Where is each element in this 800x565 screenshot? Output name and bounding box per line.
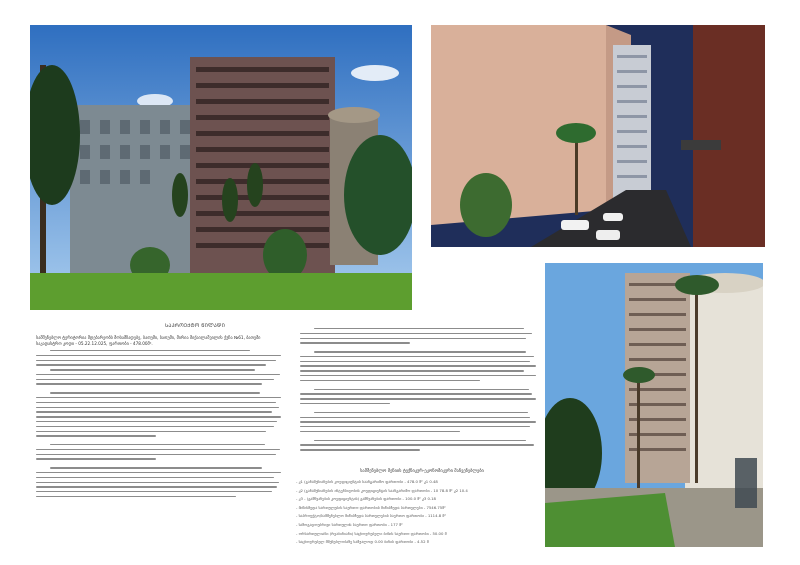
metric-item: - მიწისზედა სართულების საერთო ფართობის მიწისზედა სართულები - 7546.75მ² xyxy=(296,504,446,510)
description-column-left xyxy=(36,350,281,501)
section-title: ᲡᲐᲞᲠᲝᲔᲥᲢᲝ ᲬᲘᲚᲐᲓᲘ xyxy=(165,323,225,329)
caption-head: სამშენებლო ტერიტორია მდებარეობს მოსამზადებე, ბათუმი, ბათუმი, მირია მიქაილაშვილის ქუჩა №61, ბათუმი საკადასტრო კოდი - 05.22.12.025, ფართობი - 478.00მ². xyxy=(36,335,261,346)
metric-item: - საცხოვრებელ მშენებლობაზე საშუალოდ 0.00 ბინის ფართობი - 4.52 მ xyxy=(296,539,429,545)
metric-item: - საზოგადოებრივი სართულის საერთო ფართობი - 177 მ² xyxy=(296,521,403,527)
metric-item: - კ1 (განაშენიანების კოეფიციენტის საანგარიშო ფართობი - 478.0 მ² კ1 0.48 xyxy=(296,479,438,484)
metric-item: - კ2 (განაშენიანების ინტენსივობის კოეფიციენტის საანგარიშო ფართობი - 10 78.8 მ² კ2 10.4 xyxy=(296,487,468,493)
metric-item: - საპროექტო/სამშენებლო მიწისზედა სართულების საერთო ფართობი - 1114.8 მ² xyxy=(296,513,446,519)
metrics-title: სამშენებლო მენიის ტექნიკურ-ეკონომიკური მაჩვენებლები xyxy=(360,469,484,474)
building-park-render xyxy=(30,25,412,310)
building-park-render-art xyxy=(30,25,412,310)
street-night-render-art xyxy=(431,25,765,247)
metrics-list xyxy=(296,478,536,547)
description-column-right xyxy=(300,328,536,454)
street-night-render xyxy=(431,25,765,247)
metric-item: - ორსართულიანი (რვაბინიანი) საცხოვრებელი ბინის საერთო ფართობი - 50.00 მ xyxy=(296,530,447,536)
street-view-photo-art xyxy=(545,263,763,547)
street-view-photo xyxy=(545,263,763,547)
metric-item: - კ3 - (გამწვანების კოეფიციენტის) გამწვანების ფართობი - 100.0 მ² კ3 0.18 xyxy=(296,496,436,502)
